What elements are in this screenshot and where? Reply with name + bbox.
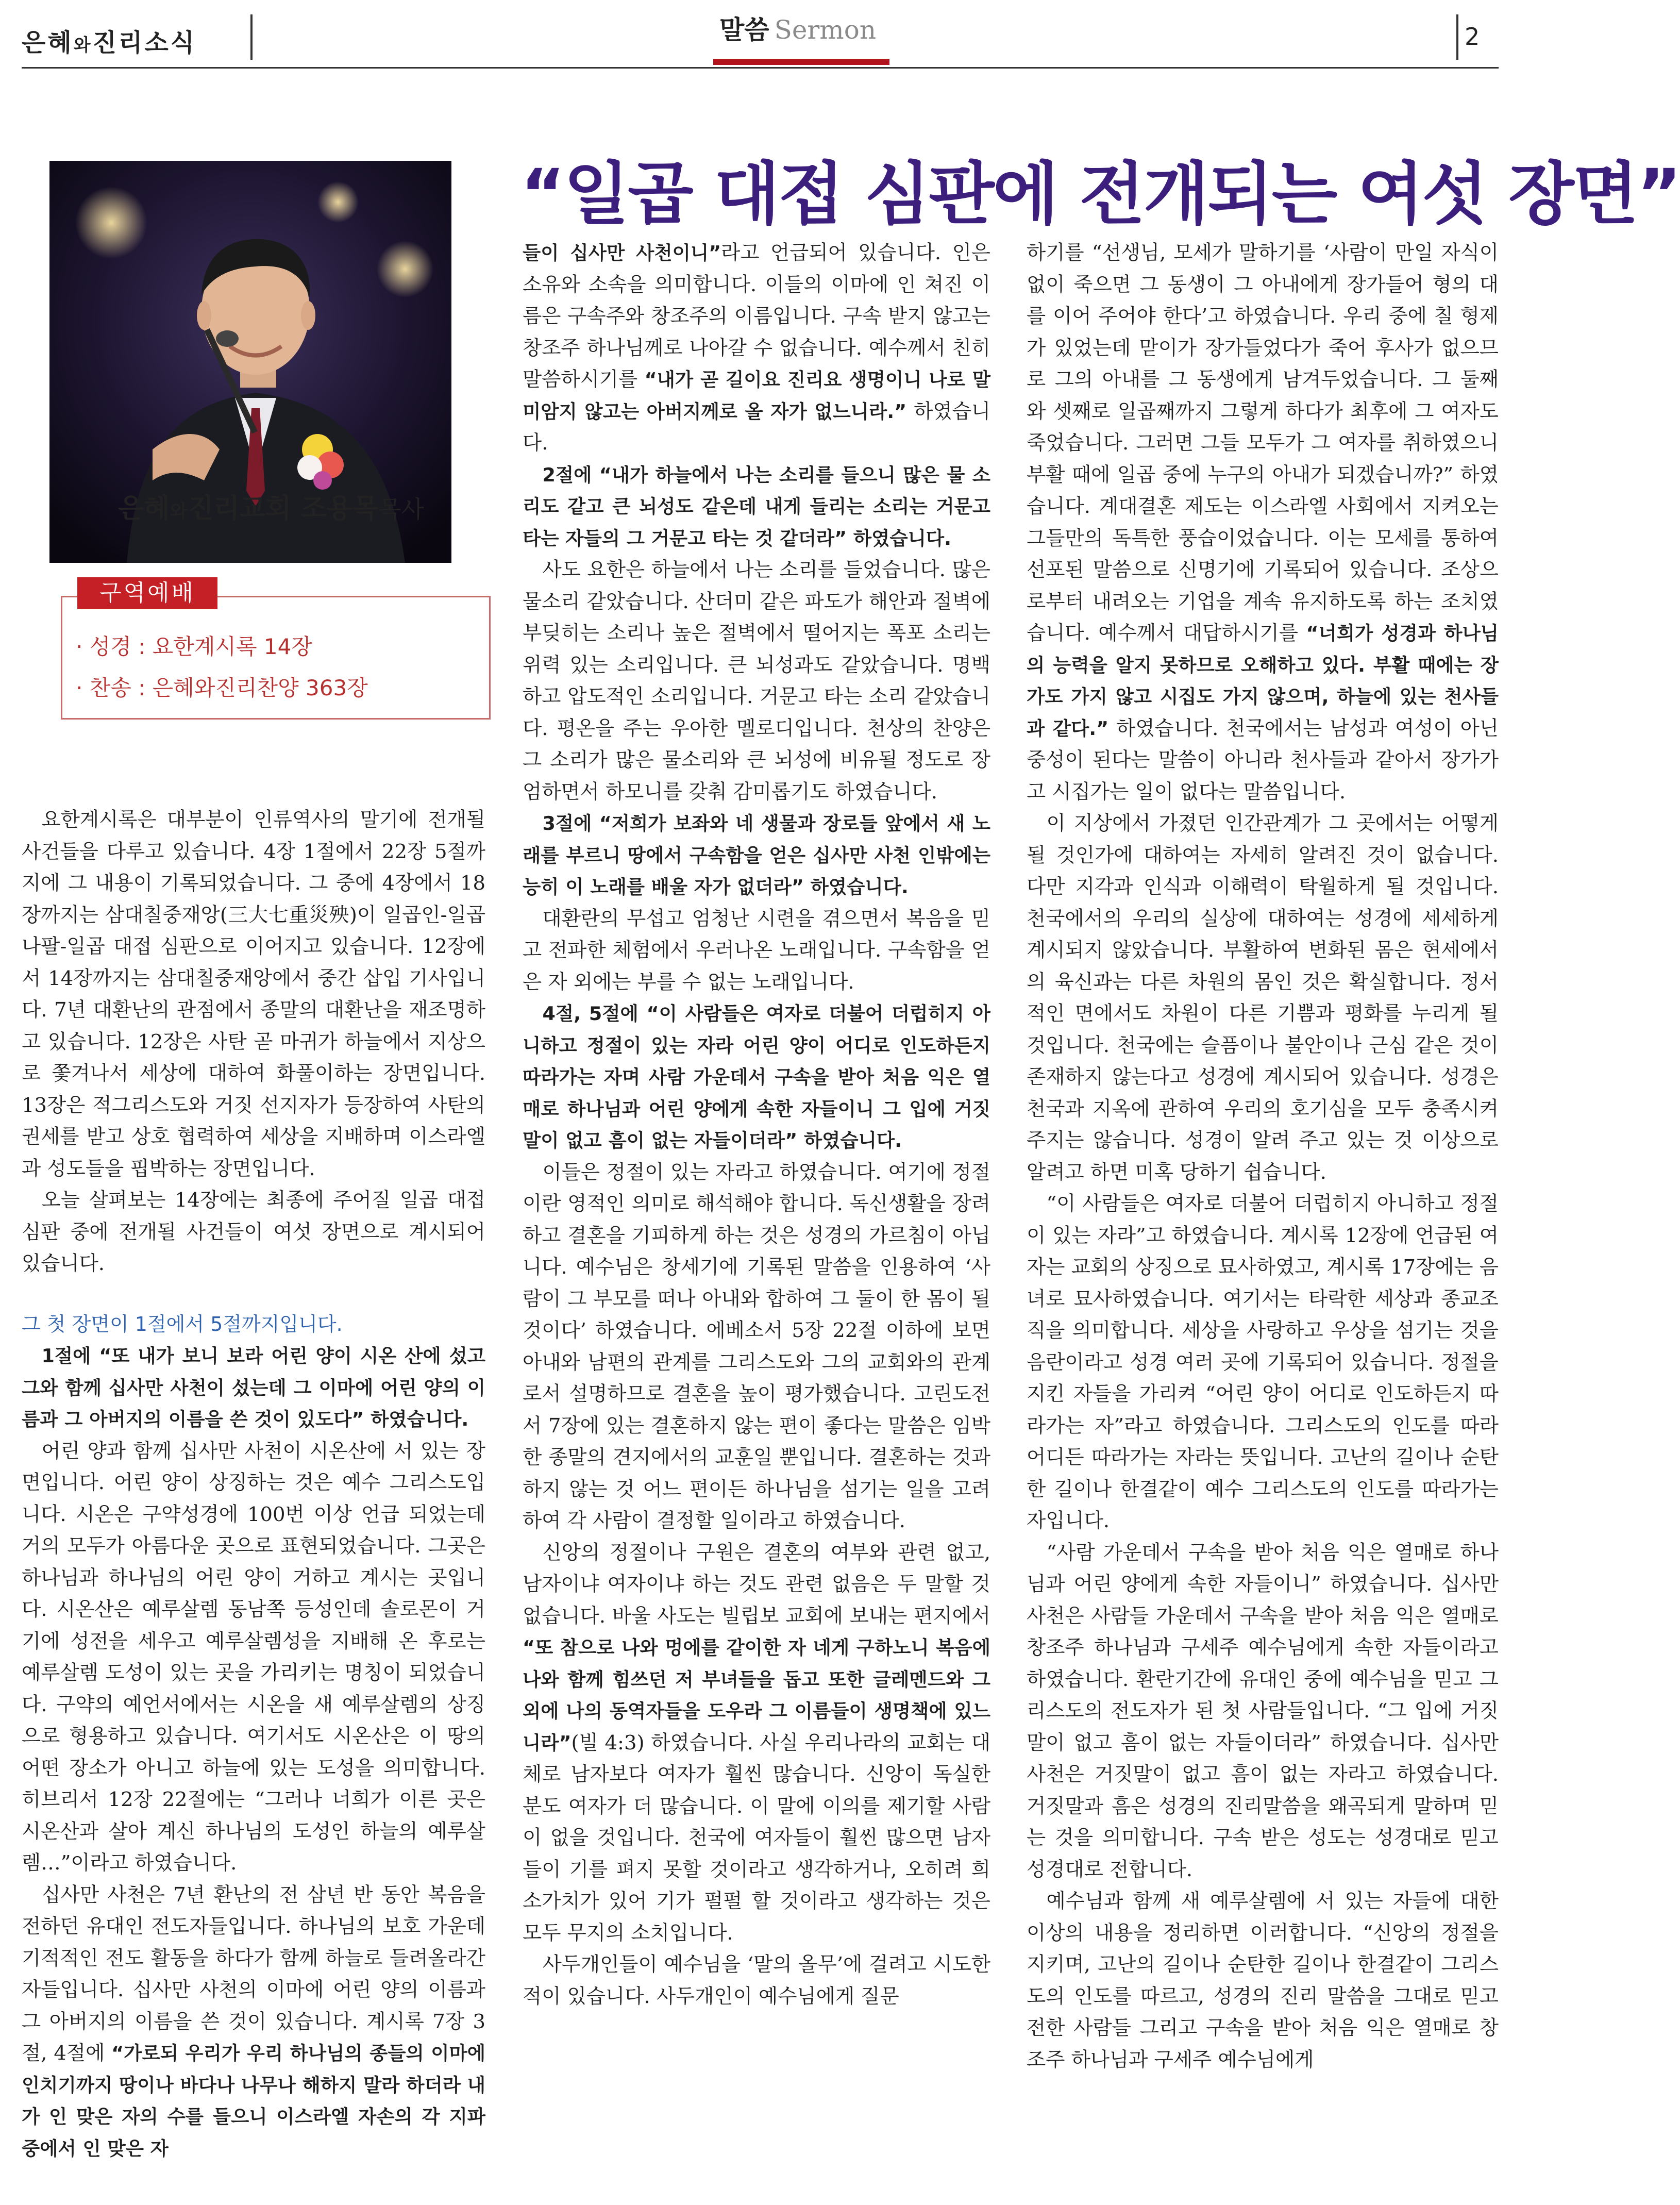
section-title-korean: 말씀 <box>719 15 769 45</box>
paragraph: 오늘 살펴보는 14장에는 최종에 주어질 일곱 대접 심판 중에 전개될 사건들이 여섯 장면으로 계시되어 있습니다. <box>22 1189 485 1275</box>
paragraph <box>523 998 990 1157</box>
paragraph: 어린 양과 함께 십사만 사천이 시온산에 서 있는 장면입니다. 어린 양이 상징하는 것은 예수 그리스도입니다. 시온은 구약성경에 100번 이상 언급 되었는데 거의 모두가 아름다운 곳으로 표현되었습니다. 그곳은 하나님과 하나님의 어린 양이 거하고 계시는 곳입니다. 시온산은 예루살렘 동남쪽 등성인데 솔로몬이 거기에 성전을 세우고 예루살렘성을 지배해 온 후로는 예루살렘 도성이 있는 곳을 가리키는 명칭이 되었습니다. 구약의 예언서에서는 시온을 새 예루살렘의 상징으로 형용하고 있습니다. 여기서도 시온산은 이 땅의 어떤 장소가 아니고 하늘에 있는 도성을 의미합니다. 히브리서 12장 22절에는 “그러나 너희가 이른 곳은 시온산과 살아 계신 하나님의 도성인 하늘의 예루살렘…”이라고 하였습니다. <box>22 1439 485 1875</box>
bold-quote: 1절에 “또 내가 보니 보라 어린 양이 시온 산에 섰고 그와 함께 십사만 사천이 섰는데 그 이마에 어린 양의 이름과 그 아버지의 이름을 쓴 것이 있도다” 하였습니다. <box>22 1345 485 1430</box>
paragraph: 이들은 정절이 있는 자라고 하였습니다. 여기에 정절이란 영적인 의미로 해석해야 합니다. 독신생활을 장려하고 결혼을 기피하게 하는 것은 성경의 가르침이 아닙니다. 예수님은 창세기에 기록된 말씀을 인용하여 ‘사람이 그 부모를 떠나 아내와 합하여 그 둘이 한 몸이 될 것이다’ 하였습니다. 에베소서 5장 22절 이하에 보면 아내와 남편의 관계를 그리스도와 그의 교회와의 관계로서 설명하므로 결혼을 높이 평가했습니다. 고린도전서 7장에 있는 결혼하지 않는 편이 좋다는 말씀은 임박한 종말의 견지에서의 교훈일 뿐입니다. 결혼하는 것과 하지 않는 것 어느 편이든 하나님을 섬기는 일을 고려하여 각 사람이 결정할 일이라고 하였습니다. <box>523 1160 990 1532</box>
pastor-church-1: 은혜 <box>118 493 170 524</box>
hymn-line: · 찬송 : 은혜와진리찬양 363장 <box>76 675 368 700</box>
brand-text-1: 은혜 <box>22 28 74 57</box>
pastor-name: 진리교회 조용목 <box>188 493 379 524</box>
paragraph <box>523 459 990 555</box>
newsletter-brand <box>22 23 196 58</box>
paragraph: 예수님과 함께 새 예루살렘에 서 있는 자들에 대한 이상의 내용을 정리하면 이러합니다. “신앙의 정절을 지키며, 고난의 길이나 순탄한 길이나 한결같이 그리스도의 인도를 따르고, 성경의 진리 말씀을 그대로 믿고 전한 사람들 그리고 구속을 받아 처음 익은 열매로 창조주 하나님과 구세주 예수님에게 <box>1027 1890 1499 2072</box>
bold-quote: “내가 곧 길이요 진리요 생명이니 나로 말미암지 않고는 아버지께로 올 자가 없느니라.” <box>523 369 990 423</box>
paragraph <box>1027 237 1499 808</box>
bold-quote: “가로되 우리가 우리 하나님의 종들의 이마에 인치기까지 땅이나 바다나 나무나 해하지 말라 하더라 내가 인 맞은 자의 수를 들으니 이스라엘 자손의 각 지파 중에서 인 맞은 자 <box>22 2042 486 2160</box>
scripture-line: · 성경 : 요한계시록 14장 <box>76 634 312 659</box>
paragraph: 사두개인들이 예수님을 ‘말의 올무’에 걸려고 시도한 적이 있습니다. 사두개인이 예수님에게 질문 <box>523 1953 990 2008</box>
article-column-1 <box>22 804 485 2201</box>
paragraph-text: 하기를 “선생님, 모세가 말하기를 ‘사람이 만일 자식이 없이 죽으면 그 동생이 그 아내에게 장가들어 형의 대를 이어 주어야 한다’고 하였습니다. 우리 중에 칠 형제가 있었는데 맏이가 장가들었다가 죽어 후사가 없으므로 그의 아내를 그 동생에게 남겨두었습니다. 그 둘째와 셋째로 일곱째까지 그렇게 하다가 최후에 그 여자도 죽었습니다. 그러면 그들 모두가 그 여자를 취하였으니 부활 때에 일곱 중에 누구의 아내가 되겠습니까?” 하였습니다. 계대결혼 제도는 이스라엘 사회에서 지켜오는 그들만의 독특한 풍습이었습니다. 이는 모세를 통하여 선포된 말씀으로 신명기에 기록되어 있습니다. 조상으로부터 내려오는 기업을 계속 유지하도록 하는 조치였습니다. 예수께서 대답하시기를 <box>1027 241 1499 645</box>
worship-info-box <box>61 596 491 720</box>
paragraph-text: 십사만 사천은 7년 환난의 전 삼년 반 동안 복음을 전하던 유대인 전도자들입니다. 하나님의 보호 가운데 기적적인 전도 활동을 하다가 함께 하늘로 들려올라간 자들입니다. 십사만 사천의 이마에 어린 양의 이름과 그 아버지의 이름을 쓴 것이 있습니다. 계시록 7장 3절, 4절에 <box>22 1883 485 2065</box>
paragraph-text: 신앙의 정절이나 구원은 결혼의 여부와 관련 없고, 남자이냐 여자이냐 하는 것도 관련 없음은 두 말할 것 없습니다. 바울 사도는 빌립보 교회에 보내는 편지에서 <box>523 1541 990 1628</box>
paragraph-text: (빌 4:3) 하였습니다. 사실 우리나라의 교회는 대체로 남자보다 여자가 훨씬 많습니다. 신앙이 독실한 분도 여자가 더 많습니다. 이 말에 이의를 제기할 사람이 없을 것입니다. 천국에 여자들이 훨씬 많으면 남자들이 기를 펴지 못할 것이라고 생각하거나, 오히려 희소가치가 있어 기가 펄펄 할 것이라고 생각하는 것은 모두 무지의 소치입니다. <box>523 1731 990 1945</box>
section-title-underline <box>713 59 889 65</box>
bold-quote: 2절에 “내가 하늘에서 나는 소리를 들으니 많은 물 소리도 같고 큰 뇌성도 같은데 내게 들리는 소리는 거문고 타는 자들의 그 거문고 타는 것 같더라” 하였습니다. <box>523 463 990 549</box>
paragraph-text: 라고 언급되어 있습니다. 인은 소유와 소속을 의미합니다. 이들의 이마에 인 쳐진 이름은 구속주와 창조주의 이름입니다. 구속 받지 않고는 창조주 하나님께로 나아갈 수 없습니다. 예수께서 친히 말씀하시기를 <box>523 241 990 391</box>
header-rule <box>22 67 1499 69</box>
sermon-headline: “일곱 대접 심판에 전개되는 여섯 장면” <box>520 155 1680 234</box>
paragraph: “이 사람들은 여자로 더불어 더럽히지 아니하고 정절이 있는 자라”고 하였습니다. 계시록 12장에 언급된 여자는 교회의 상징으로 묘사하였고, 계시록 17장에는 음녀로 묘사하였습니다. 여기서는 타락한 세상과 종교조직을 의미합니다. 세상을 사랑하고 우상을 섬기는 것을 음란이라고 성경 여러 곳에 기록되어 있습니다. 정절을 지킨 자들을 가리켜 “어린 양이 어디로 인도하든지 따라가는 자”라고 하였습니다. 그리스도의 인도를 따라 어디든 따라가는 자라는 뜻입니다. 고난의 길이나 순탄한 길이나 한결같이 예수 그리스도의 인도를 따라가는 자입니다. <box>1027 1192 1499 1532</box>
paragraph <box>523 237 990 459</box>
bold-quote: “너희가 성경과 하나님의 능력을 알지 못하므로 오해하고 있다. 부활 때에는 장가도 가지 않고 시집도 가지 않으며, 하늘에 있는 천사들과 같다.” <box>1027 622 1499 740</box>
article-column-2 <box>523 237 990 2201</box>
page-number: 2 <box>1465 23 1480 51</box>
paragraph: “사람 가운데서 구속을 받아 처음 익은 열매로 하나님과 어린 양에게 속한 자들이니” 하였습니다. 십사만 사천은 사람들 가운데서 구속을 받아 처음 익은 열매로 창조주 하나님과 구세주 예수님에게 속한 자들이라고 하였습니다. 환란기간에 유대인 중에 예수님을 믿고 그리스도의 전도자가 된 첫 사람들입니다. “그 입에 거짓말이 없고 흠이 없는 자들이더라” 하였습니다. 십사만 사천은 거짓말이 없고 흠이 없는 자라고 하였습니다. 거짓말과 흠은 성경의 진리말씀을 왜곡되게 말하며 믿는 것을 의미합니다. 구속 받은 성도는 성경대로 믿고 성경대로 전합니다. <box>1027 1541 1499 1881</box>
article-column-3 <box>1027 237 1499 2201</box>
worship-info-label: 구역예배 <box>77 577 217 609</box>
header-divider-left <box>250 14 253 60</box>
brand-text-small: 와 <box>73 35 93 56</box>
subheading: 그 첫 장면이 1절에서 5절까지입니다. <box>22 1312 343 1335</box>
header-divider-right <box>1456 14 1458 60</box>
section-title <box>690 9 906 57</box>
brand-text-2: 진리소식 <box>92 28 197 57</box>
bold-quote: 4절, 5절에 “이 사람들은 여자로 더불어 더럽히지 아니하고 정절이 있는 자라 어린 양이 어디로 인도하든지 따라가는 자며 사람 가운데서 구속을 받아 처음 익은 열매로 하나님과 어린 양에게 속한 자들이니 그 입에 거짓말이 없고 흠이 없는 자들이더라” 하였습니다. <box>523 1003 990 1151</box>
paragraph: 대환란의 무섭고 엄청난 시련을 겪으면서 복음을 믿고 전파한 체험에서 우러나온 노래입니다. 구속함을 얻은 자 외에는 부를 수 없는 노래입니다. <box>523 907 990 994</box>
pastor-church-small: 와 <box>170 501 188 522</box>
paragraph <box>22 1340 485 1435</box>
paragraph: 이 지상에서 가졌던 인간관계가 그 곳에서는 어떻게 될 것인가에 대하여는 자세히 알려진 것이 없습니다. 다만 지각과 인식과 이해력이 탁월하게 될 것입니다. 천국에서의 우리의 실상에 대하여는 성경에 세세하게 계시되지 않았습니다. 부활하여 변화된 몸은 현세에서의 육신과는 다른 차원의 몸인 것은 확실합니다. 정서적인 면에서도 차원이 다른 기쁨과 평화를 누리게 될 것입니다. 천국에는 슬픔이나 불안이나 근심 같은 것이 존재하지 않는다고 성경에 계시되어 있습니다. 성경은 천국과 지옥에 관하여 우리의 호기심을 모두 충족시켜 주지는 않습니다. 성경이 알려 주고 있는 것 이상으로 알려고 하면 미혹 당하기 쉽습니다. <box>1027 812 1499 1184</box>
section-title-english: Sermon <box>774 15 877 45</box>
paragraph <box>22 1879 485 2165</box>
bold-quote: “또 참으로 나와 멍에를 같이한 자 네게 구하노니 복음에 나와 함께 힘쓰던 저 부녀들을 돕고 또한 글레멘드와 그 외에 나의 동역자들을 도우라 그 이름들이 생명책에 있느니라” <box>523 1636 990 1754</box>
bold-quote: 들이 십사만 사천이니” <box>523 242 721 264</box>
paragraph <box>523 808 990 903</box>
paragraph <box>523 1537 990 1949</box>
paragraph: 사도 요한은 하늘에서 나는 소리를 들었습니다. 많은 물소리 같았습니다. 산더미 같은 파도가 해안과 절벽에 부딪히는 소리나 높은 절벽에서 떨어지는 폭포 소리는 위력 있는 소리입니다. 큰 뇌성과도 같았습니다. 명백하고 압도적인 소리입니다. 거문고 타는 소리 같았습니다. 평온을 주는 우아한 멜로디입니다. 천상의 찬양은 그 소리가 많은 물소리와 큰 뇌성에 비유될 정도로 장엄하면서 하모니를 갖춰 감미롭기도 하였습니다. <box>523 558 990 804</box>
page-header <box>0 0 1519 67</box>
paragraph: 요한계시록은 대부분이 인류역사의 말기에 전개될 사건들을 다루고 있습니다. 4장 1절에서 22장 5절까지에 그 내용이 기록되었습니다. 그 중에 4장에서 18장까지는 삼대칠중재앙(三大七重災殃)이 일곱인-일곱 나팔-일곱 대접 심판으로 이어지고 있습니다. 12장에서 14장까지는 삼대칠중재앙에서 중간 삽입 기사입니다. 7년 대환난의 관점에서 종말의 대환난을 재조명하고 있습니다. 12장은 사탄 곧 마귀가 하늘에서 지상으로 쫓겨나서 세상에 대하여 화풀이하는 장면입니다. 13장은 적그리스도와 거짓 선지자가 등장하여 사탄의 권세를 받고 상호 협력하여 세상을 지배하며 이스라엘과 성도들을 핍박하는 장면입니다. <box>22 808 485 1180</box>
pastor-title: 목사 <box>378 495 424 523</box>
bold-quote: 3절에 “저희가 보좌와 네 생물과 장로들 앞에서 새 노래를 부르니 땅에서 구속함을 얻은 십사만 사천 인밖에는 능히 이 노래를 배울 자가 없더라” 하였습니다. <box>523 812 990 898</box>
paragraph-text: 하였습니다. <box>523 399 990 455</box>
pastor-byline <box>49 487 493 525</box>
paragraph-text: 하였습니다. 천국에서는 남성과 여성이 아닌 중성이 된다는 말씀이 아니라 천사들과 같아서 장가가고 시집가는 일이 없다는 말씀입니다. <box>1027 716 1499 804</box>
